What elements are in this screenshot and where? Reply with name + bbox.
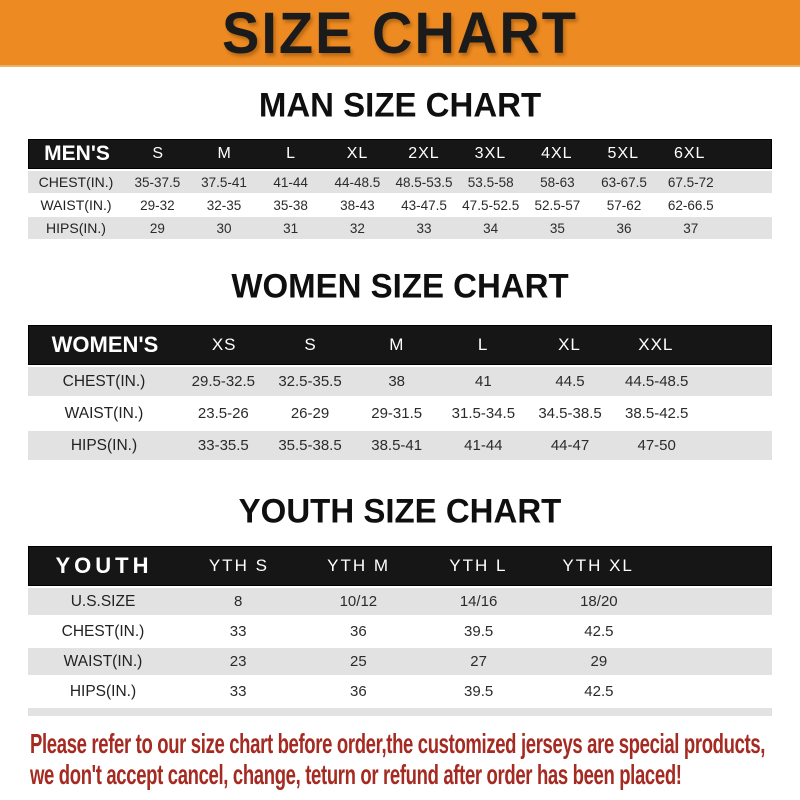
women-size-table [28,325,772,460]
row-label: WAIST(IN.) [63,652,143,670]
column-header: L [286,145,297,162]
cell-value: 33-35.5 [197,437,249,454]
cell-value: 47.5-52.5 [462,197,520,213]
cell-value: 63-67.5 [601,174,647,190]
cell-value: 47-50 [637,437,676,454]
cell-value: 35-37.5 [134,174,181,190]
table-row [28,588,772,615]
row-label: HIPS(IN.) [46,220,106,236]
table-corner-label: WOMEN'S [51,332,159,357]
cell-value: 31.5-34.5 [451,405,516,422]
section-women [0,267,800,460]
column-header: L [477,335,489,354]
section-men [0,87,800,239]
youth-size-table [28,546,772,705]
cell-value: 36 [616,220,632,236]
table-corner-label: MEN'S [44,142,110,165]
cell-value: 42.5 [584,683,614,700]
column-header: YTH XL [562,556,634,575]
footer-line-1: Please refer to our size chart before order,the customized jerseys are special products, [30,728,766,759]
cell-value: 26-29 [290,405,330,422]
banner [0,0,800,67]
cell-value: 44-48.5 [334,174,381,190]
column-header: S [152,145,165,162]
column-header: YTH M [327,556,391,575]
cell-value: 41 [475,373,492,390]
section-youth [0,492,800,716]
column-header: XS [211,335,237,354]
banner-title: SIZE CHART [222,0,578,66]
table-row [28,618,772,645]
cell-value: 35-38 [273,197,308,213]
cell-value: 48.5-53.5 [395,174,453,190]
column-header: 5XL [607,145,640,162]
cell-value: 39.5 [464,623,494,640]
column-header: 4XL [541,145,573,162]
cell-value: 29.5-32.5 [191,373,256,390]
row-label: WAIST(IN.) [40,197,112,213]
row-label: CHEST(IN.) [38,174,114,190]
cell-value: 37.5-41 [201,174,247,190]
column-header: YTH L [449,556,508,575]
table-row [28,194,772,216]
table-row [28,399,772,428]
cell-value: 23 [229,653,247,670]
cell-value: 30 [216,220,232,236]
cell-value: 34.5-38.5 [538,405,602,422]
table-row [28,431,772,460]
cell-value: 41-44 [464,437,503,454]
column-header: M [217,145,232,162]
cell-value: 44.5-48.5 [625,373,689,390]
cell-value: 29-32 [140,197,175,213]
table-row [28,648,772,675]
cell-value: 42.5 [584,623,614,640]
section-heading-women: WOMEN SIZE CHART [231,266,569,305]
cell-value: 67.5-72 [667,174,714,190]
column-header: XL [346,145,369,162]
row-label: HIPS(IN.) [70,436,138,454]
column-header: 2XL [408,145,440,162]
cell-value: 14/16 [459,593,498,610]
table-corner-label: YOUTH [55,553,153,578]
table-row [28,678,772,705]
cell-value: 29 [149,220,165,236]
cell-value: 38.5-42.5 [625,405,689,422]
cell-value: 18/20 [580,593,618,610]
row-label: CHEST(IN.) [62,372,146,390]
cell-value: 23.5-26 [197,405,249,422]
cell-value: 34 [483,220,499,236]
cell-value: 38 [388,373,406,390]
row-label: HIPS(IN.) [69,682,137,700]
footer-note [0,728,800,790]
cell-value: 33 [416,220,432,236]
cell-value: 29-31.5 [371,405,423,422]
men-size-table [28,139,772,239]
cell-value: 58-63 [540,174,575,190]
table-row [28,217,772,239]
column-header: XXL [638,335,674,354]
cell-value: 33 [229,623,247,640]
cell-value: 44-47 [550,437,590,454]
cell-value: 32-35 [206,197,242,213]
table-header-row [28,139,772,169]
cell-value: 53.5-58 [467,174,514,190]
cell-value: 32.5-35.5 [278,373,342,390]
cell-value: 38.5-41 [371,437,423,454]
column-header: YTH S [208,556,269,575]
cell-value: 25 [350,653,367,670]
footer-line-2: we don't accept cancel, change, teturn or refund after order has been placed! [30,759,682,790]
cell-value: 36 [350,683,367,700]
cell-value: 41-44 [273,174,308,190]
cell-value: 38-43 [340,197,375,213]
section-heading-youth: YOUTH SIZE CHART [238,491,562,530]
cell-value: 35.5-38.5 [278,437,342,454]
cell-value: 39.5 [464,683,494,700]
cell-value: 43-47.5 [401,197,447,213]
table-footer-strip [28,708,772,716]
section-heading-men: MAN SIZE CHART [258,85,542,124]
column-header: XL [558,335,581,354]
row-label: CHEST(IN.) [61,622,145,640]
cell-value: 37 [683,220,699,236]
row-label: WAIST(IN.) [64,404,144,422]
cell-value: 57-62 [606,197,642,213]
column-header: M [389,335,405,354]
column-header: 3XL [474,145,507,162]
cell-value: 29 [590,653,608,670]
cell-value: 27 [470,653,487,670]
cell-value: 44.5 [555,373,585,390]
table-header-row [28,546,772,586]
cell-value: 35 [549,220,565,236]
cell-value: 32 [349,220,365,236]
cell-value: 10/12 [339,593,378,610]
cell-value: 36 [350,623,367,640]
table-row [28,367,772,396]
cell-value: 31 [283,220,299,236]
cell-value: 62-66.5 [667,197,714,213]
row-label: U.S.SIZE [70,592,136,610]
cell-value: 52.5-57 [534,197,581,213]
table-header-row [28,325,772,365]
column-header: 6XL [673,145,706,162]
table-row [28,171,772,193]
cell-value: 33 [229,683,247,700]
cell-value: 8 [233,593,243,610]
column-header: S [304,335,317,354]
